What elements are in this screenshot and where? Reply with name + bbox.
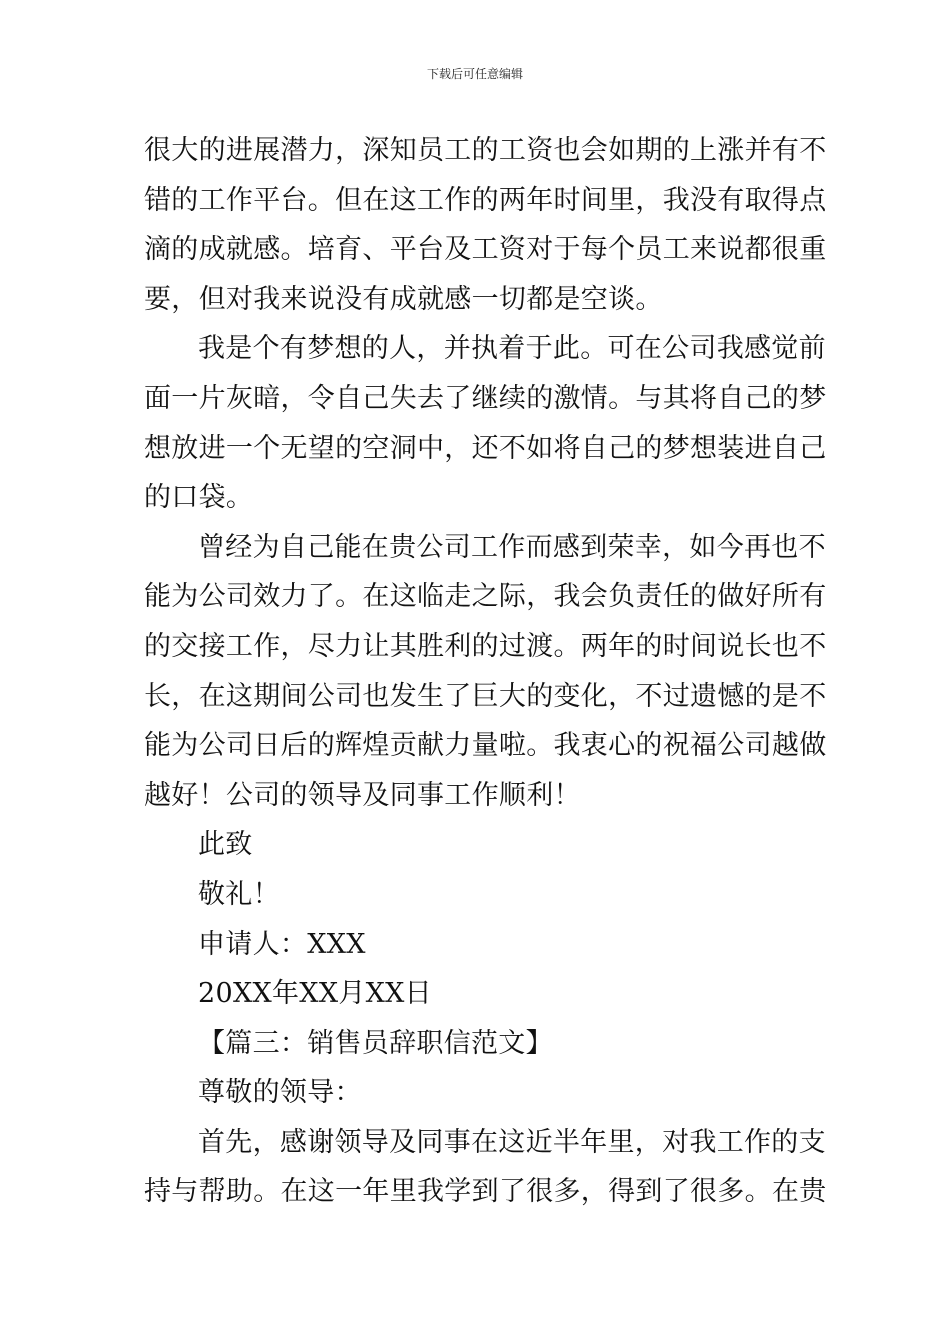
text-line: 想放进一个无望的空洞中，还不如将自己的梦想装进自己 — [144, 432, 827, 464]
text-line: 首先，感谢领导及同事在这近半年里，对我工作的支 — [198, 1126, 826, 1158]
text-line: 错的工作平台。但在这工作的两年时间里，我没有取得点 — [144, 184, 827, 216]
greeting-line: 尊敬的领导： — [198, 1077, 362, 1109]
text-line: 能为公司日后的辉煌贡献力量啦。我衷心的祝福公司越做 — [144, 730, 827, 762]
text-line: 曾经为自己能在贵公司工作而感到荣幸，如今再也不 — [198, 531, 826, 563]
date-line: 20XX年XX月XX日 — [198, 978, 432, 1010]
text-line: 的口袋。 — [144, 482, 254, 514]
text-line: 我是个有梦想的人，并执着于此。可在公司我感觉前 — [198, 333, 826, 365]
text-line: 持与帮助。在这一年里我学到了很多，得到了很多。在贵 — [144, 1176, 827, 1208]
text-line: 面一片灰暗，令自己失去了继续的激情。与其将自己的梦 — [144, 382, 827, 414]
document-body — [144, 126, 827, 1217]
text-line: 长，在这期间公司也发生了巨大的变化，不过遗憾的是不 — [144, 680, 827, 712]
closing-line: 此致 — [198, 829, 253, 861]
section-heading: 【篇三：销售员辞职信范文】 — [198, 1027, 553, 1059]
text-line: 的交接工作，尽力让其胜利的过渡。两年的时间说长也不 — [144, 630, 827, 662]
text-line: 滴的成就感。培育、平台及工资对于每个员工来说都很重 — [144, 234, 827, 266]
page-header: 下载后可任意编辑 — [426, 67, 523, 81]
text-line: 能为公司效力了。在这临走之际，我会负责任的做好所有 — [144, 581, 827, 613]
text-line: 要，但对我来说没有成就感一切都是空谈。 — [144, 283, 663, 315]
text-line: 很大的进展潜力，深知员工的工资也会如期的上涨并有不 — [144, 135, 827, 166]
applicant-line: 申请人：XXX — [198, 928, 366, 960]
salutation-line: 敬礼！ — [198, 878, 280, 910]
text-line: 越好！公司的领导及同事工作顺利！ — [144, 779, 581, 811]
